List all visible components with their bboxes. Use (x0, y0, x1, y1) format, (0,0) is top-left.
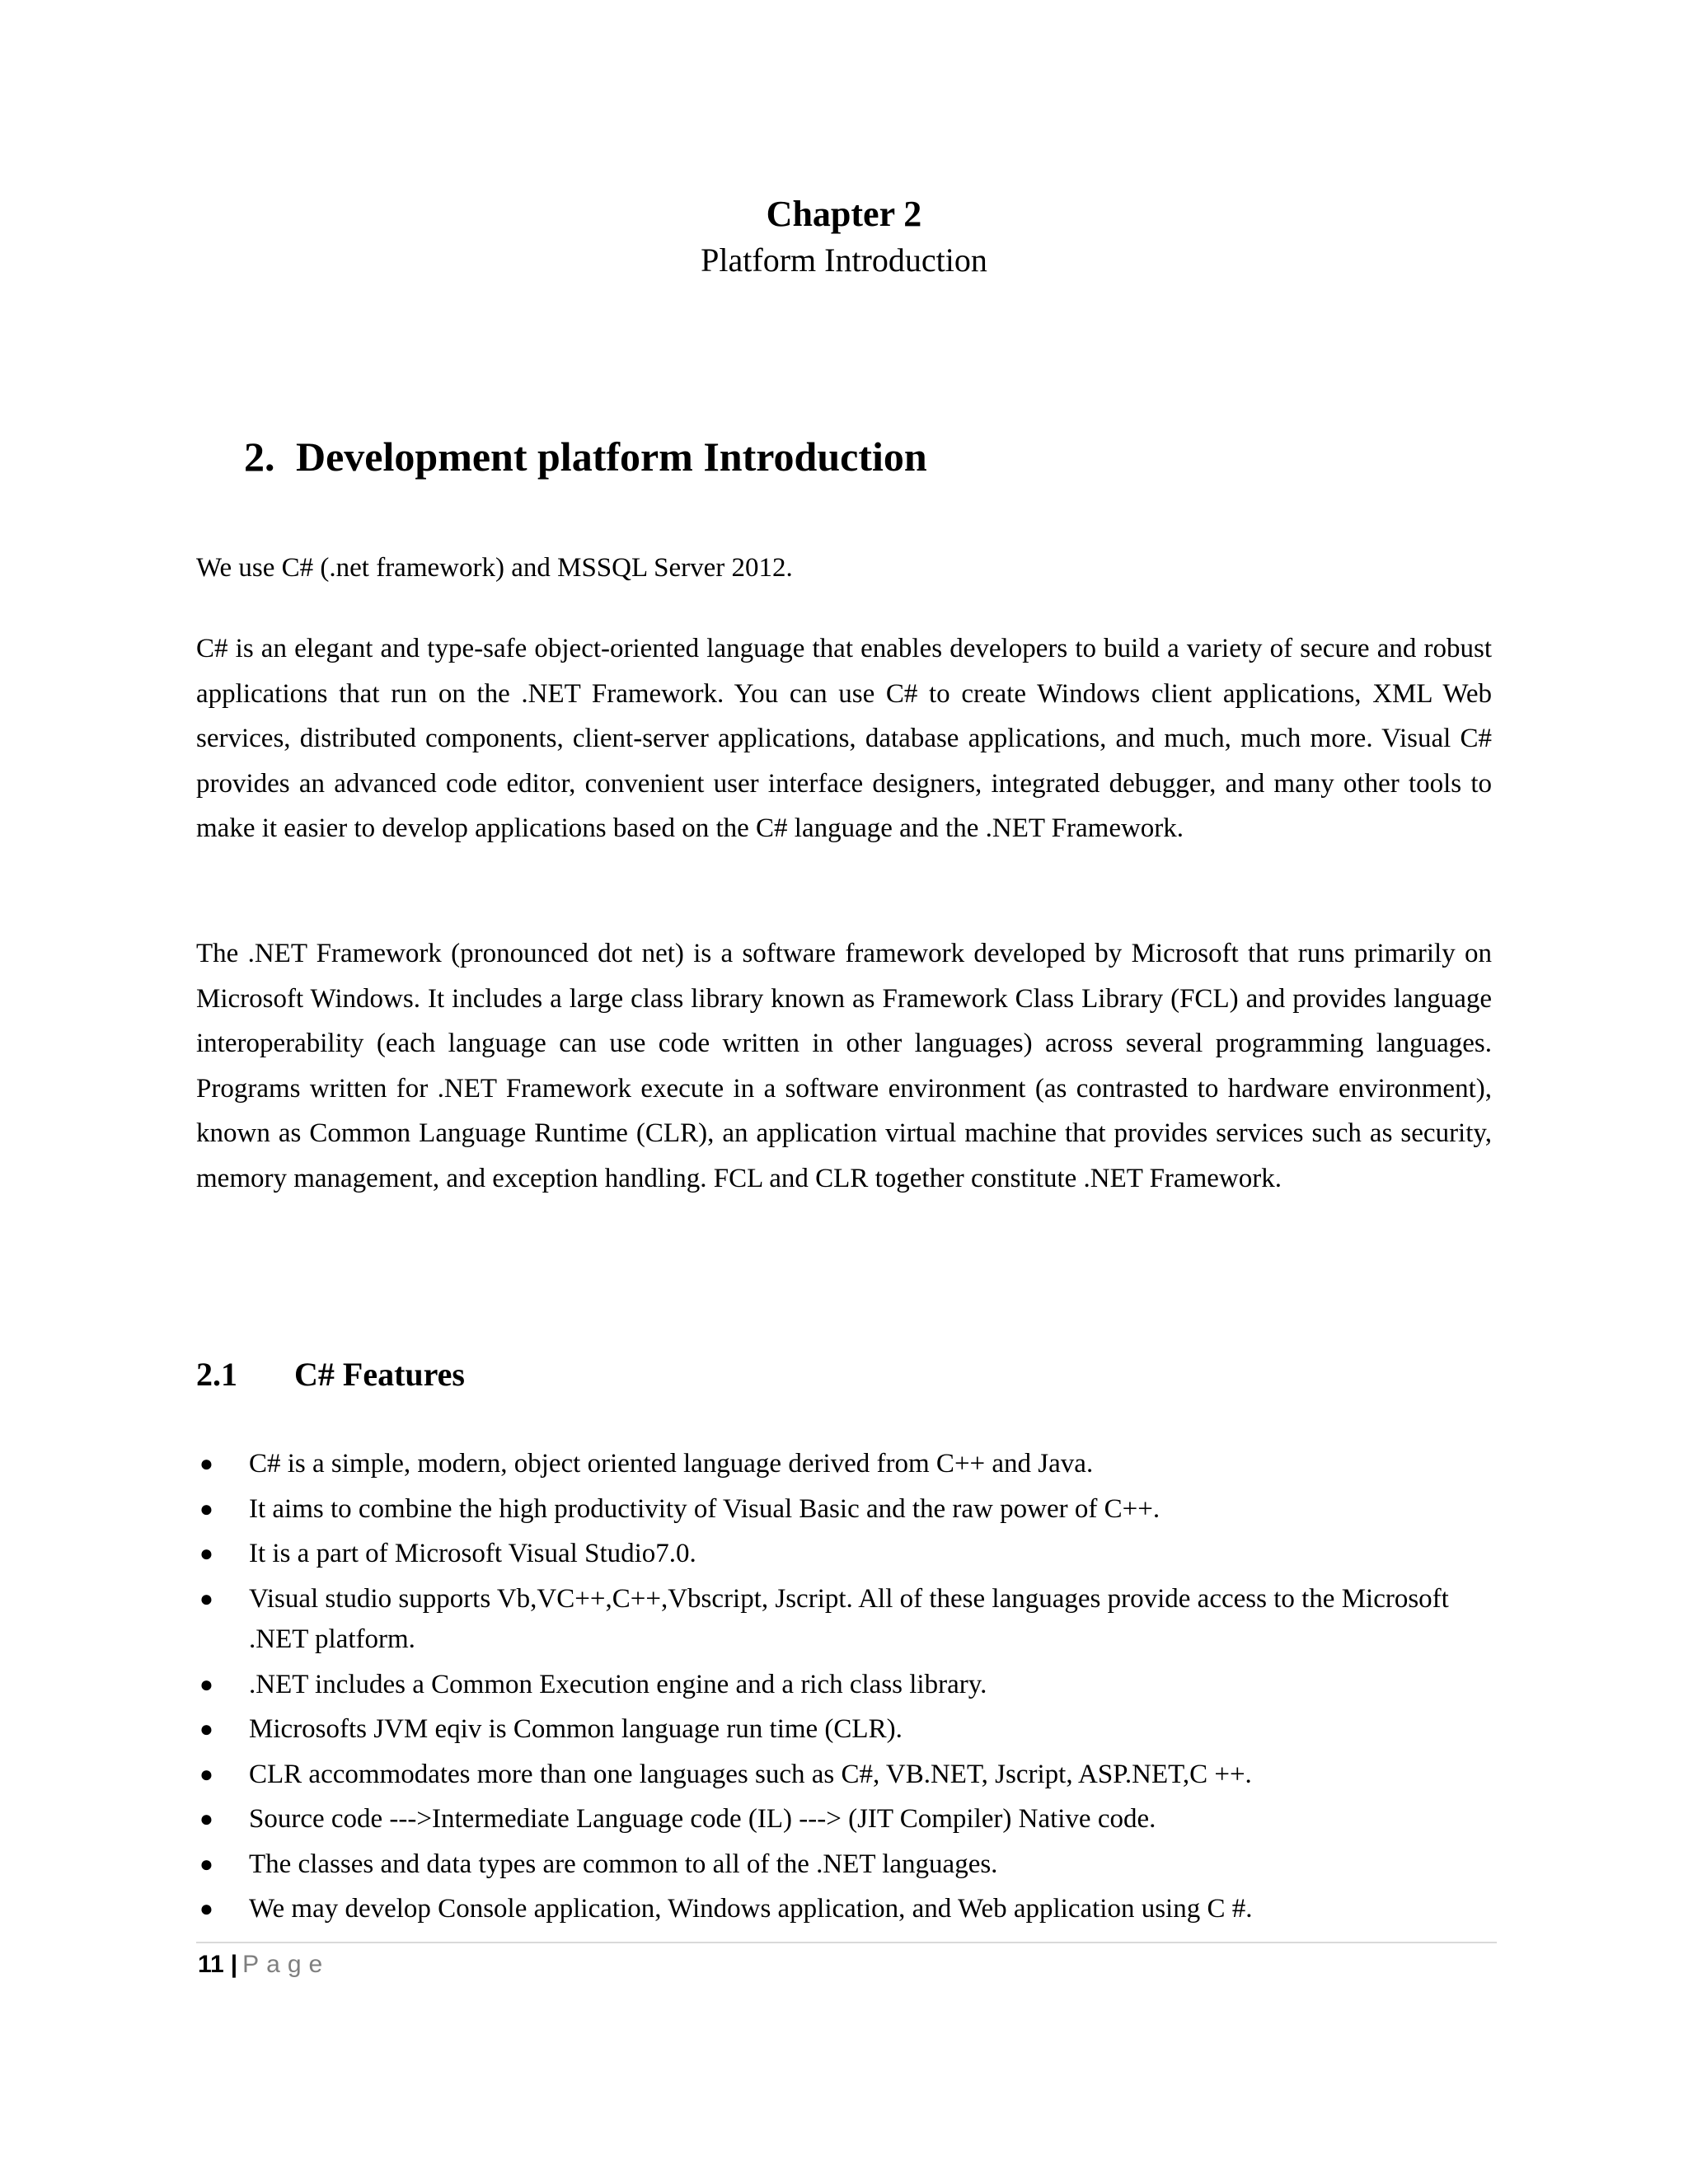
list-item-text: The classes and data types are common to all of the .NET languages. (249, 1849, 998, 1879)
subsection-heading (196, 1352, 465, 1398)
footer-separator: | (230, 1951, 238, 1978)
list-item (196, 1709, 1492, 1750)
list-item (196, 1799, 1492, 1840)
list-item-text: CLR accommodates more than one languages such as C#, VB.NET, Jscript, ASP.NET,C ++. (249, 1759, 1252, 1789)
features-list (196, 1444, 1492, 1934)
page-label: Page (242, 1951, 331, 1978)
bullet-icon: ● (199, 1851, 213, 1877)
bullet-icon: ● (199, 1541, 213, 1567)
list-item-text: C# is a simple, modern, object oriented language derived from C++ and Java. (249, 1449, 1094, 1479)
list-item (196, 1534, 1492, 1575)
list-item-text: We may develop Console application, Windows application, and Web application using C #. (249, 1894, 1253, 1924)
list-item (196, 1844, 1492, 1886)
dotnet-paragraph: The .NET Framework (pronounced dot net) is a software framework developed by Microsoft that runs primarily on Microsoft Windows. It includes a large class library known as Framework Class Library (FCL) and provides language interoperability (each language can use code written in other languages) across several programming languages. Programs written for .NET Framework execute in a software environment (as contrasted to hardware environment), known as Common Language Runtime (CLR), an application virtual machine that provides services such as security, memory management, and exception handling. FCL and CLR together constitute .NET Framework. (196, 939, 1492, 1193)
list-item-text: It aims to combine the high productivity of Visual Basic and the raw power of C++. (249, 1493, 1160, 1524)
list-item (196, 1579, 1492, 1661)
section-title: Development platform Introduction (296, 434, 927, 480)
list-item-text: Visual studio supports Vb,VC++,C++,Vbscript, Jscript. All of these languages provide access to the Microsoft .NET platform. (249, 1583, 1449, 1654)
intro-paragraph: We use C# (.net framework) and MSSQL Server 2012. (196, 553, 793, 583)
chapter-subtitle: Platform Introduction (701, 241, 987, 279)
subsection-number: 2.1 (196, 1356, 237, 1393)
chapter-title: Chapter 2 (766, 194, 922, 234)
footer-divider (196, 1942, 1497, 1943)
list-item (196, 1444, 1492, 1485)
section-number: 2. (244, 434, 275, 480)
list-item (196, 1489, 1492, 1530)
bullet-icon: ● (199, 1896, 213, 1922)
page-footer (198, 1947, 330, 1983)
chapter-heading (0, 191, 1688, 284)
list-item-text: Microsofts JVM eqiv is Common language run time (CLR). (249, 1714, 903, 1744)
list-item-text: It is a part of Microsoft Visual Studio7.0. (249, 1539, 696, 1568)
list-item (196, 1665, 1492, 1706)
csharp-paragraph: C# is an elegant and type-safe object-oriented language that enables developers to build a variety of secure and robust applications that run on the .NET Framework. You can use C# to create Windows client applications, XML Web services, distributed components, client-server applications, database applications, and much, much more. Visual C# provides an advanced code editor, convenient user interface designers, integrated debugger, and many other tools to make it easier to develop applications based on the C# language and the .NET Framework. (196, 634, 1492, 843)
subsection-title: C# Features (294, 1356, 465, 1393)
list-item (196, 1755, 1492, 1796)
list-item (196, 1889, 1492, 1930)
page-number: 11 (198, 1951, 224, 1978)
bullet-icon: ● (199, 1761, 213, 1788)
section-heading (244, 430, 927, 483)
bullet-icon: ● (199, 1496, 213, 1522)
bullet-icon: ● (199, 1671, 213, 1698)
list-item-text: .NET includes a Common Execution engine and a rich class library. (249, 1669, 987, 1699)
bullet-icon: ● (199, 1586, 213, 1612)
list-item-text: Source code --->Intermediate Language code (IL) ---> (JIT Compiler) Native code. (249, 1804, 1156, 1834)
bullet-icon: ● (199, 1451, 213, 1477)
bullet-icon: ● (199, 1807, 213, 1832)
bullet-icon: ● (199, 1717, 213, 1742)
